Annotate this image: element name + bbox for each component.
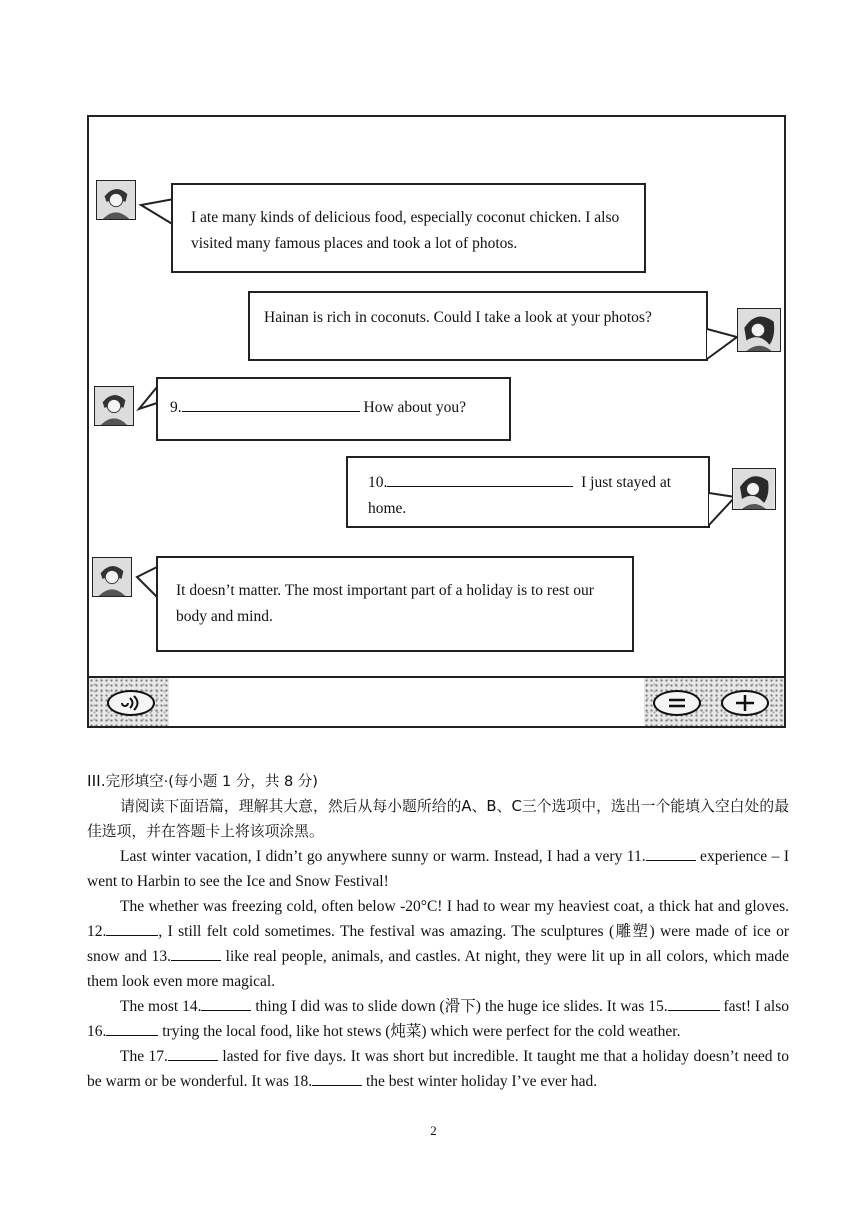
passage-paragraph-3: [87, 994, 789, 1044]
blank-number: 16.: [87, 1023, 107, 1040]
sound-icon: [117, 695, 145, 711]
paragraph-text: the best winter holiday I’ve ever had.: [362, 1073, 598, 1090]
minus-icon: [665, 696, 689, 710]
paragraph-text: lasted for five days. It was short but incredible. It taught me that a holiday doesn’t need to be warm or be wonderful. It was: [87, 1048, 789, 1090]
section-instructions: 请阅读下面语篇，理解其大意，然后从每小题所给的A、B、C三个选项中，选出一个能填入空白处的最佳选项，并在答题卡上将该项涂黑。: [87, 798, 789, 840]
bubble-2-text: Hainan is rich in coconuts. Could I take a look at your photos?: [264, 309, 652, 326]
answer-blank-13: [171, 946, 221, 961]
blank-number: 13.: [151, 948, 171, 965]
answer-blank-10: [387, 470, 573, 487]
paragraph-text: thing I did was to slide down (滑下) the huge ice slides. It was: [251, 998, 649, 1015]
player-toolbar: [89, 676, 784, 726]
cloze-passage: [87, 844, 789, 1094]
plus-button[interactable]: [721, 690, 769, 716]
blank-number: 18.: [292, 1073, 313, 1090]
minus-button[interactable]: [653, 690, 701, 716]
section-number: III.: [87, 772, 106, 790]
paragraph-text: fast! I also: [719, 998, 790, 1015]
dialogue-panel: [87, 115, 786, 728]
speaker-a-avatar: [94, 386, 134, 426]
speech-bubble-4: [346, 456, 710, 528]
bubble-tail-left: [139, 197, 175, 227]
paragraph-text: experience – I went to Harbin to see the Ice and Snow Festival!: [87, 848, 789, 890]
speaker-b-avatar: [732, 468, 776, 510]
answer-blank-12: [106, 921, 158, 936]
speaker-button[interactable]: [107, 690, 155, 716]
blank-number: 12.: [87, 923, 107, 940]
answer-blank-18: [312, 1071, 362, 1086]
blank-number: 15.: [648, 998, 668, 1015]
answer-blank-15: [668, 996, 720, 1011]
speech-bubble-1: [171, 183, 646, 273]
bubble-1-text: I ate many kinds of delicious food, especially coconut chicken. I also visited many famous places and took a lot of photos.: [191, 209, 620, 252]
blank-number: 11.: [626, 848, 646, 865]
speaker-b-avatar: [737, 308, 781, 352]
paragraph-text: The: [120, 1048, 149, 1065]
answer-blank-16: [106, 1021, 158, 1036]
blank-9-number: 9.: [170, 399, 182, 416]
answer-blank-17: [168, 1046, 218, 1061]
bubble-5-text: It doesn’t matter. The most important part of a holiday is to rest our body and mind.: [176, 582, 594, 625]
passage-paragraph-4: [87, 1044, 789, 1094]
bubble-4-text: I just stayed at home.: [368, 474, 672, 517]
section-heading: [87, 770, 318, 791]
toolbar-center: [169, 678, 644, 726]
answer-blank-9: [182, 395, 360, 412]
speaker-a-avatar: [92, 557, 132, 597]
passage-paragraph-1: [87, 844, 789, 894]
paragraph-text: trying the local food, like hot stews (炖菜) which were perfect for the cold weather.: [158, 1023, 681, 1040]
plus-icon: [733, 694, 757, 712]
answer-blank-14: [201, 996, 251, 1011]
bubble-3-text: How about you?: [363, 399, 466, 416]
speech-bubble-2: [248, 291, 708, 361]
speech-bubble-5: [156, 556, 634, 652]
paragraph-text: Last winter vacation, I didn’t go anywhere sunny or warm. Instead, I had a very: [120, 848, 627, 865]
section-title: 完形填空: [105, 774, 164, 790]
paragraph-text: The most: [120, 998, 183, 1015]
speech-bubble-3: [156, 377, 511, 441]
paragraph-text: like real people, animals, and castles. At night, they were lit up in all colors, which made them look even more magical.: [87, 948, 789, 990]
paragraph-text: The whether was freezing cold, often below -20°C! I had to wear my heaviest coat, a thick hat and gloves.: [120, 898, 789, 915]
answer-blank-11: [646, 846, 696, 861]
bubble-tail-right: [705, 327, 739, 361]
blank-number: 14.: [182, 998, 202, 1015]
page-number: 2: [430, 1123, 437, 1138]
passage-paragraph-2: [87, 894, 789, 994]
blank-10-number: 10.: [368, 474, 388, 491]
paragraph-text: , I still felt cold sometimes. The festival was amazing. The sculptures (雕塑) were made of ice or snow and: [87, 923, 789, 965]
section-score: ·(每小题 1 分，共 8 分): [163, 774, 318, 790]
speaker-a-avatar: [96, 180, 136, 220]
blank-number: 17.: [148, 1048, 168, 1065]
